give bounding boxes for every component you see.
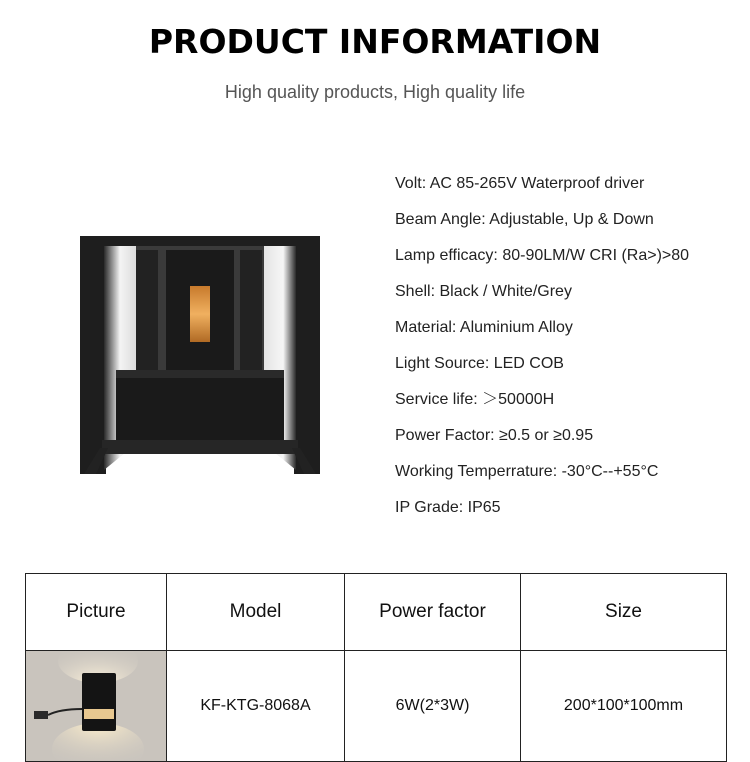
page-subtitle: High quality products, High quality life (224, 82, 526, 102)
header-model: Model (167, 574, 345, 651)
spec-light-source: Light Source: LED COB (395, 355, 564, 372)
page-title: PRODUCT INFORMATION (148, 22, 602, 61)
header-picture: Picture (26, 574, 167, 651)
spec-service-life: Service life: ＞50000H (395, 391, 555, 408)
header-power-factor: Power factor (345, 574, 521, 651)
header-size: Size (521, 574, 727, 651)
product-table (25, 573, 727, 762)
spec-working-temperature: Working Temperrature: -30°C--+55°C (395, 463, 659, 480)
spec-ip-grade: IP Grade: IP65 (395, 499, 501, 516)
power-cell: 6W(2*3W) (345, 651, 521, 762)
spec-volt: Volt: AC 85-265V Waterproof driver (395, 175, 645, 192)
product-thumbnail (26, 651, 167, 761)
spec-beam-angle: Beam Angle: Adjustable, Up & Down (395, 211, 654, 228)
spec-lamp-efficacy: Lamp efficacy: 80-90LM/W CRI (Ra>)>80 (395, 247, 690, 264)
size-cell: 200*100*100mm (521, 651, 727, 762)
spec-material: Material: Aluminium Alloy (395, 319, 573, 336)
spec-power-factor: Power Factor: ≥0.5 or ≥0.95 (395, 427, 594, 444)
table-row (26, 651, 727, 762)
model-cell: KF-KTG-8068A (167, 651, 345, 762)
product-image (78, 234, 322, 480)
table-header-row (26, 574, 727, 651)
picture-cell (26, 651, 167, 762)
spec-shell: Shell: Black / White/Grey (395, 283, 572, 300)
spec-list (395, 174, 689, 534)
